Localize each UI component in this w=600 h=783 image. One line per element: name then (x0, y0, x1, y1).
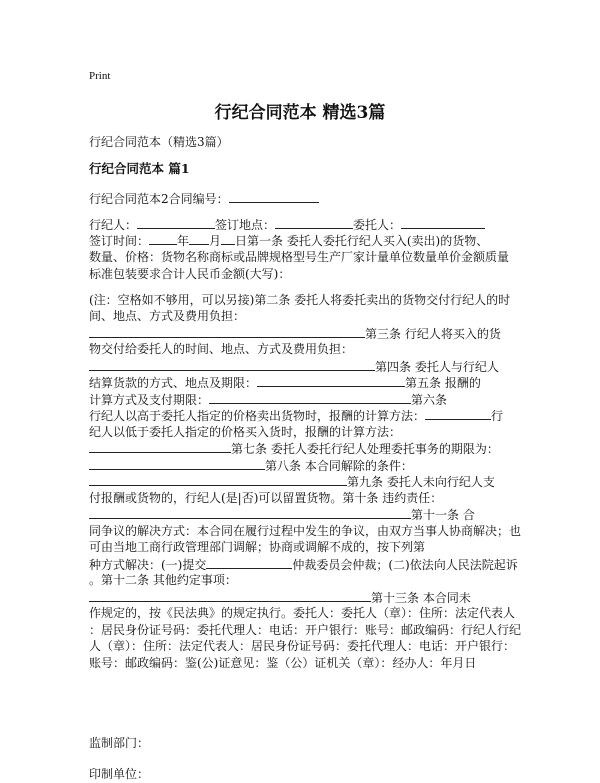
contract-line (89, 638, 515, 655)
contract-line (89, 655, 476, 672)
line-text: 付报酬或货物的，行纪人(是|否)可以留置货物。第十条 违约责任： (89, 491, 443, 505)
footer-line: 监制部门： (89, 736, 150, 750)
line-text: 第十一条 合 (411, 508, 475, 522)
line-text: 日第一条 委托人委托行纪人买入(卖出)的货物、 (235, 234, 489, 248)
contract-line (89, 572, 237, 589)
line-text: 结算货款的方式、地点及期限： (89, 376, 258, 390)
line-text: 物交付给委托人的时间、地点、方式及费用负担： (89, 342, 354, 356)
line-text: 第九条 委托人未向行纪人支 (347, 475, 495, 489)
document-subtitle: 行纪合同范本（精选3篇） (89, 135, 229, 149)
contract-line (89, 622, 521, 639)
section-heading: 行纪合同范本 篇1 (89, 161, 190, 176)
contract-line (89, 249, 509, 266)
contract-line (89, 424, 401, 441)
line-text: 标准包装要求合计人民币金额(大写)： (89, 267, 291, 281)
contract-line (89, 190, 319, 208)
line-text: 。第十二条 其他约定事项： (89, 573, 237, 587)
print-link[interactable]: Print (89, 70, 111, 82)
line-text: 行纪人： (89, 218, 138, 232)
blank-field[interactable] (89, 325, 365, 338)
blank-field[interactable] (206, 556, 292, 569)
line-text: 间、地点、方式及费用负担： (89, 309, 246, 323)
blank-field[interactable] (275, 216, 353, 229)
blank-field[interactable] (401, 216, 485, 229)
contract-line (89, 308, 245, 325)
contract-line (89, 341, 353, 358)
line-text: 可由当地工商行政管理部门调解；协商或调解不成的，按下列第 (89, 540, 426, 554)
line-text: 账号：邮政编码：鉴(公)证意见：鉴（公）证机关（章）：经办人：年月日 (89, 656, 477, 670)
line-text: 行 (491, 409, 504, 423)
blank-field[interactable] (149, 232, 177, 245)
contract-line (89, 539, 425, 556)
line-text: 第三条 行纪人将买入的货 (365, 327, 501, 341)
blank-field[interactable] (425, 407, 491, 420)
line-text: 作规定的，按《民法典》的规定执行。委托人：委托人（章）：住所：法定代表人 (89, 606, 516, 620)
contract-line (89, 605, 515, 622)
line-text: 种方式解决：(一)提交 (89, 558, 207, 572)
line-text: 第十三条 本合同未 (371, 591, 471, 605)
blank-field[interactable] (89, 358, 375, 371)
blank-field[interactable] (89, 473, 347, 486)
blank-field[interactable] (189, 232, 209, 245)
line-text: 数量、价格：货物名称商标或品牌规格型号生产厂家计量单位数量单价金额质量 (89, 250, 510, 264)
line-text: 计算方式及支付期限： (89, 393, 210, 407)
footer-line: 印制单位： (89, 767, 150, 781)
blank-field[interactable] (89, 457, 265, 470)
contract-line (89, 374, 481, 392)
blank-field[interactable] (221, 232, 235, 245)
line-text: 行纪合同范本2合同编号： (89, 192, 229, 206)
line-text: 委托人： (353, 218, 402, 232)
line-text: 第八条 本合同解除的条件： (265, 459, 413, 473)
line-text: 月 (209, 234, 222, 248)
blank-field[interactable] (257, 374, 405, 387)
line-text: 签订地点： (215, 218, 276, 232)
contract-line (89, 292, 510, 309)
contract-line (89, 473, 495, 491)
line-text: ：居民身份证号码：委托代理人：电话：开户银行：账号：邮政编码：行纪人行纪 (89, 623, 522, 637)
blank-field[interactable] (89, 440, 231, 453)
contract-line (89, 440, 499, 458)
contract-line (89, 506, 475, 524)
blank-field[interactable] (89, 506, 411, 519)
line-text: 纪人以低于委托人指定的价格买入货时，报酬的计算方法： (89, 425, 402, 439)
line-text: 第四条 委托人与行纪人 (375, 360, 499, 374)
blank-field[interactable] (137, 216, 215, 229)
line-text: 第七条 委托人委托行纪人处理委托事务的期限为： (231, 442, 499, 456)
contract-line (89, 266, 290, 283)
line-text: 第五条 报酬的 (405, 376, 481, 390)
line-text: 同争议的解决方式：本合同在履行过程中发生的争议，由双方当事人协商解决；也 (89, 524, 522, 538)
blank-field[interactable] (89, 589, 371, 602)
contract-line (89, 232, 488, 250)
page-title: 行纪合同范本 精选3篇 (214, 103, 386, 123)
contract-line (89, 490, 442, 507)
line-text: 行纪人以高于委托人指定的价格卖出货物时，报酬的计算方法： (89, 409, 426, 423)
contract-line (89, 523, 521, 540)
line-text: 人（章）：住所：法定代表人：居民身份证号码：委托代理人：电话：开户银行： (89, 639, 516, 653)
line-text: 仲裁委员会仲裁；(二)依法向人民法院起诉 (292, 558, 518, 572)
line-text: 第六条 (411, 393, 448, 407)
blank-field[interactable] (209, 391, 411, 404)
blank-field[interactable] (229, 190, 319, 203)
line-text: 签订时间： (89, 234, 150, 248)
line-text: 年 (177, 234, 190, 248)
contract-line (89, 407, 503, 425)
line-text: (注：空格如不够用，可以另接)第二条 委托人将委托卖出的货物交付行纪人的时 (89, 293, 511, 307)
